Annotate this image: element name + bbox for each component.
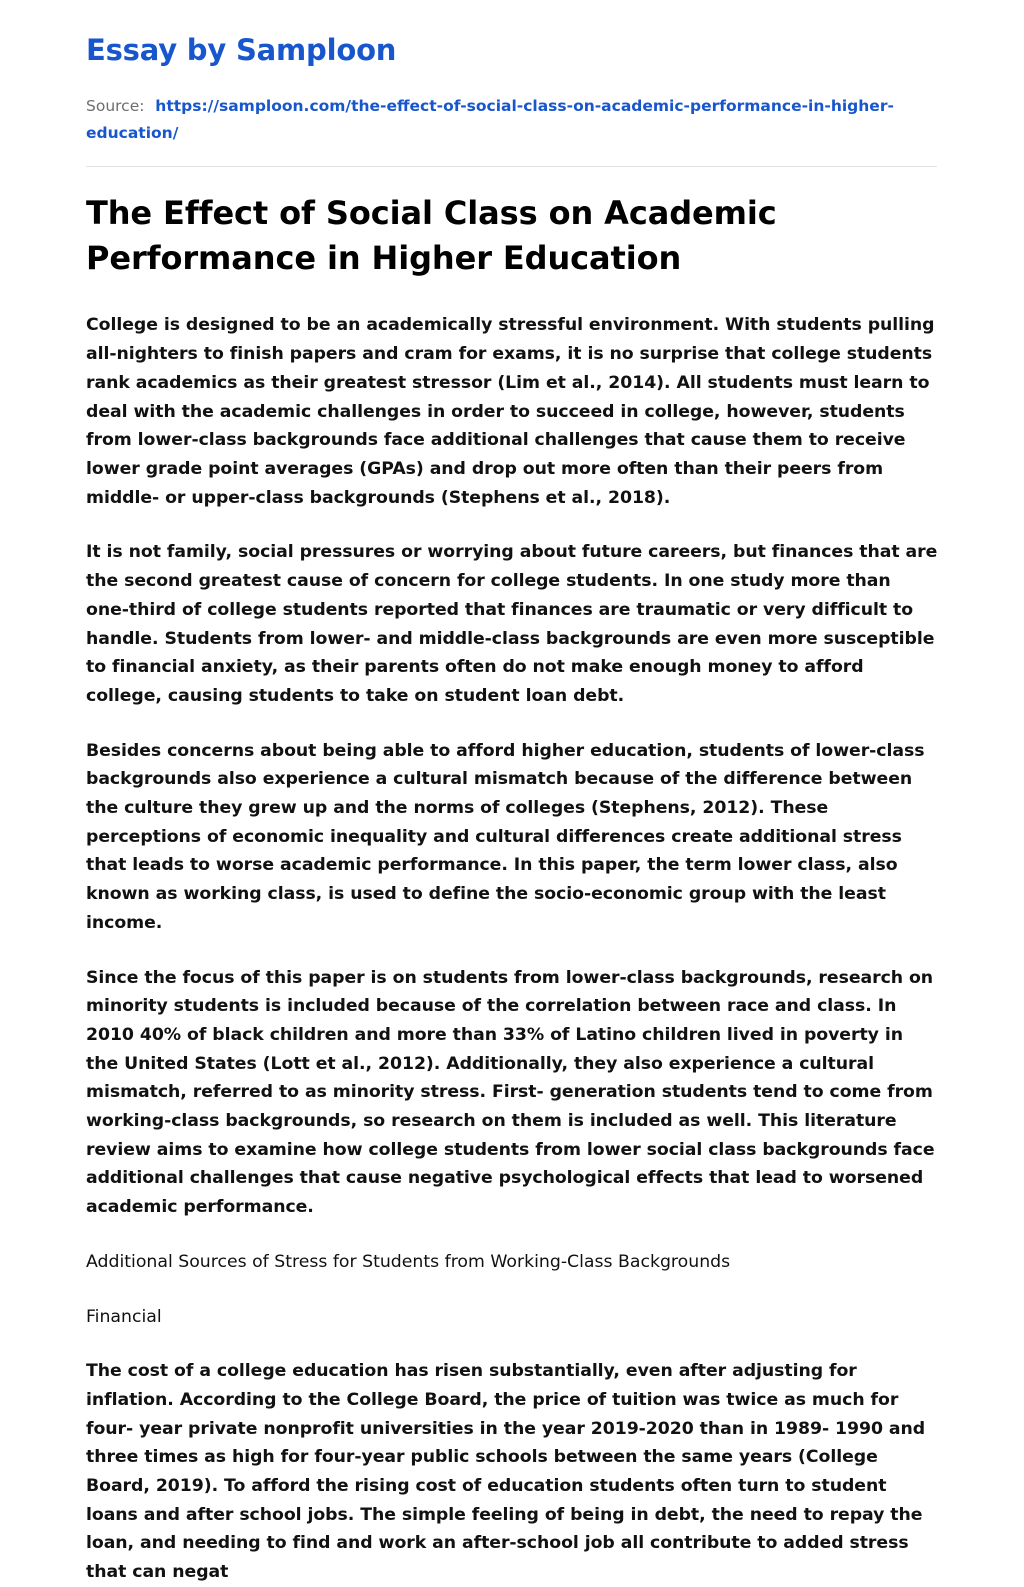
- source-line: [86, 93, 938, 147]
- site-masthead: Essay by Samploon: [86, 33, 397, 67]
- body-paragraph-3: Besides concerns about being able to afford higher education, students of lower-class backgrounds also experience a cultural mismatch because of the difference between the culture they grew up and the norms of colleges (Stephens, 2012). These perceptions of economic inequality and cultural differences create additional stress that leads to worse academic performance. In this paper, the term lower class, also known as working class, is used to define the socio-economic group with the least income.: [86, 740, 925, 933]
- body-paragraph-2: It is not family, social pressures or worrying about future careers, but finances that are the second greatest cause of concern for college students. In one study more than one-third of college students reported that finances are traumatic or very difficult to handle. Students from lower- and middle-class backgrounds are even more susceptible to financial anxiety, as their parents often do not make enough money to afford college, causing students to take on student loan debt.: [86, 542, 938, 706]
- header-divider: [86, 166, 937, 167]
- page-title: The Effect of Social Class on Academic Performance in Higher Education: [86, 193, 777, 278]
- body-paragraph-final: The cost of a college education has risen substantially, even after adjusting for inflation. According to the College Board, the price of tuition was twice as much for four- year private nonprofit universities in the year 2019-2020 than in 1989- 1990 and three times as high for four-year public schools between the same years (College Board, 2019). To afford the rising cost of education students often turn to student loans and after school jobs. The simple feeling of being in debt, the need to repay the loan, and needing to find and work an after-school job all contribute to added stress that can negat: [86, 1361, 926, 1583]
- source-label: Source:: [86, 97, 145, 116]
- source-url-link[interactable]: https://samploon.com/the-effect-of-social-class-on-academic-performance-in-higher-education/: [86, 97, 894, 143]
- section-heading: Additional Sources of Stress for Students from Working-Class Backgrounds: [86, 1251, 731, 1272]
- body-paragraph-4: Since the focus of this paper is on students from lower-class backgrounds, research on minority students is included because of the correlation between race and class. In 2010 40% of black children and more than 33% of Latino children lived in poverty in the United States (Lott et al., 2012). Additionally, they also experience a cultural mismatch, referred to as minority stress. First- generation students tend to come from working-class backgrounds, so research on them is included as well. This literature review aims to examine how college students from lower social class backgrounds face additional challenges that cause negative psychological effects that lead to worsened academic performance.: [86, 967, 935, 1218]
- body-paragraph-1: College is designed to be an academically stressful environment. With students pulling all-nighters to finish papers and cram for exams, it is no surprise that college students rank academics as their greatest stressor (Lim et al., 2014). All students must learn to deal with the academic challenges in order to succeed in college, however, students from lower-class backgrounds face additional challenges that cause them to receive lower grade point averages (GPAs) and drop out more often than their peers from middle- or upper-class backgrounds (Stephens et al., 2018).: [86, 315, 935, 508]
- sub-heading-financial: Financial: [86, 1306, 162, 1327]
